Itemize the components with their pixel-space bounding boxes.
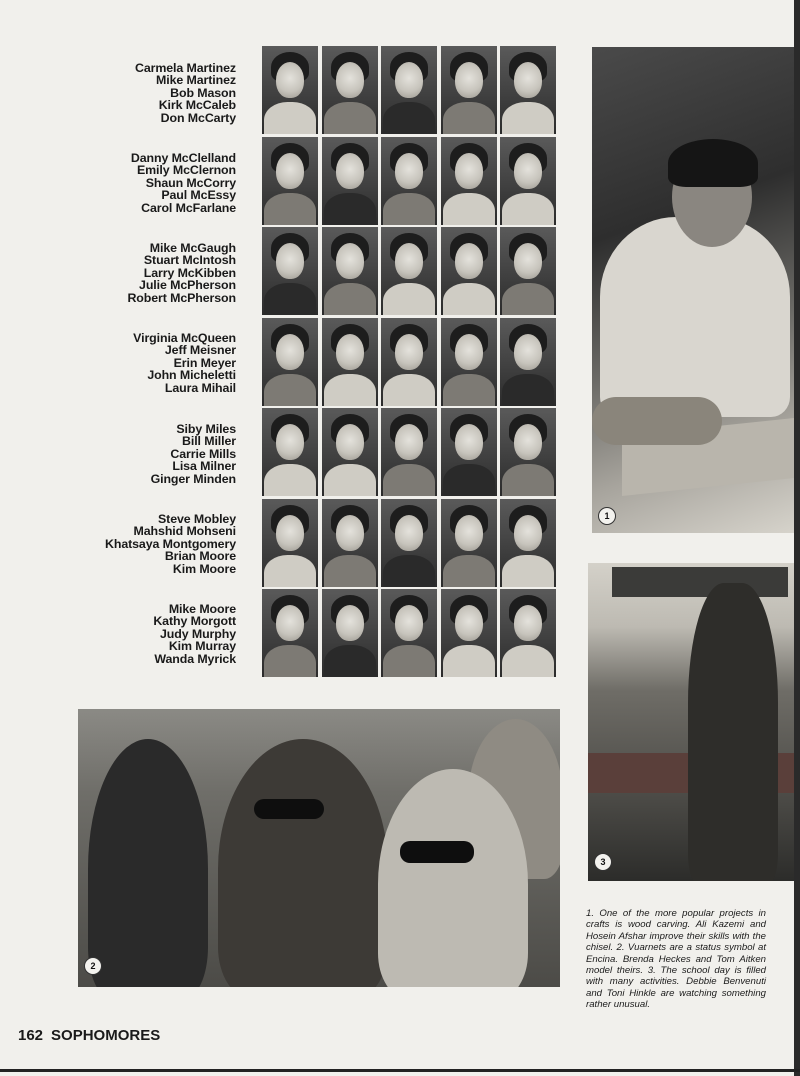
portrait-shoulders-shape — [383, 283, 435, 315]
student-portrait — [322, 589, 378, 677]
portrait-face-shape — [336, 243, 364, 279]
name-group-row-2 — [131, 152, 236, 214]
student-name: Mike Martinez — [156, 73, 236, 88]
portrait-face-shape — [455, 605, 483, 641]
student-portrait — [441, 318, 497, 406]
portrait-face-shape — [276, 243, 304, 279]
name-group-row-7 — [153, 603, 236, 665]
sunglasses-shape — [254, 799, 324, 819]
portrait-face-shape — [276, 515, 304, 551]
student-name: John Micheletti — [147, 368, 236, 383]
name-group-row-5 — [151, 423, 236, 485]
portrait-shoulders-shape — [502, 464, 554, 496]
student-name: Kathy Morgott — [153, 614, 236, 629]
student-portrait — [322, 408, 378, 496]
student-portrait — [262, 499, 318, 587]
vuarnets-group-photo — [78, 709, 560, 987]
portrait-row — [262, 408, 564, 496]
portrait-face-shape — [514, 243, 542, 279]
photo-2-figure-shape — [88, 739, 208, 987]
portrait-shoulders-shape — [443, 374, 495, 406]
portrait-shoulders-shape — [264, 555, 316, 587]
photo-number-badge: 2 — [84, 957, 102, 975]
student-name: Shaun McCorry — [145, 175, 236, 190]
portrait-face-shape — [395, 62, 423, 98]
portrait-shoulders-shape — [443, 464, 495, 496]
student-name: Virginia McQueen — [133, 331, 236, 345]
student-portrait — [262, 408, 318, 496]
student-name: Wanda Myrick — [154, 651, 236, 666]
student-portrait — [381, 408, 437, 496]
student-name: Don McCarty — [160, 110, 236, 125]
student-portrait — [262, 137, 318, 225]
photo-caption: 1. One of the more popular projects in crafts is wood carving. Ali Kazemi and Hosein Afshar improve their skills with the chisel. 2. Vuarnets are a status symbol at Encina. Brenda Heckes and Tom Aitken model theirs. 3. The school day is filled with many activities. Debbie Benvenuti and Toni Hinkle are watching something rather unusual. — [586, 908, 766, 1011]
portrait-face-shape — [455, 334, 483, 370]
student-name: Bill Miller — [182, 434, 236, 449]
page-binding-edge — [794, 0, 800, 1076]
portrait-shoulders-shape — [383, 555, 435, 587]
portrait-face-shape — [514, 424, 542, 460]
student-name: Paul McEssy — [161, 188, 236, 203]
portrait-shoulders-shape — [383, 645, 435, 677]
student-portrait — [322, 499, 378, 587]
student-portrait — [500, 589, 556, 677]
portrait-shoulders-shape — [502, 193, 554, 225]
portrait-face-shape — [276, 153, 304, 189]
student-portrait — [500, 499, 556, 587]
student-portrait — [381, 318, 437, 406]
portrait-row — [262, 227, 564, 315]
portrait-face-shape — [455, 62, 483, 98]
student-portrait — [381, 137, 437, 225]
portrait-shoulders-shape — [502, 374, 554, 406]
name-group-row-4 — [133, 332, 236, 394]
portrait-face-shape — [276, 334, 304, 370]
student-name: Ginger Minden — [150, 471, 236, 486]
student-name: Mike McGaugh — [149, 241, 236, 255]
portrait-face-shape — [455, 243, 483, 279]
student-portrait — [322, 137, 378, 225]
portrait-row — [262, 318, 564, 406]
sunglasses-shape — [400, 841, 474, 863]
student-portrait — [381, 46, 437, 134]
student-portrait — [500, 318, 556, 406]
photo-3-figure-shape — [688, 583, 778, 881]
portrait-shoulders-shape — [264, 464, 316, 496]
portrait-shoulders-shape — [264, 645, 316, 677]
portrait-shoulders-shape — [264, 374, 316, 406]
student-portrait — [441, 46, 497, 134]
student-name: Laura Mihail — [164, 380, 236, 395]
portrait-face-shape — [336, 605, 364, 641]
student-name: Carmela Martinez — [134, 61, 236, 75]
student-portrait — [381, 499, 437, 587]
portrait-face-shape — [395, 243, 423, 279]
student-portrait — [441, 499, 497, 587]
page-number: 162 — [18, 1027, 44, 1044]
photo-1-figure-shape — [600, 217, 790, 417]
student-name: Kirk McCaleb — [158, 98, 236, 113]
student-name: Khatsaya Montgomery — [105, 536, 236, 551]
portrait-shoulders-shape — [324, 102, 376, 134]
section-title: SOPHOMORES — [51, 1027, 161, 1044]
student-name: Judy Murphy — [159, 626, 236, 641]
photo-2-figure-shape — [378, 769, 528, 987]
portrait-shoulders-shape — [443, 555, 495, 587]
student-portrait — [441, 589, 497, 677]
student-name: Brian Moore — [164, 549, 236, 564]
portrait-face-shape — [514, 515, 542, 551]
name-group-row-6 — [105, 513, 236, 575]
student-name: Carol McFarlane — [141, 200, 236, 215]
portrait-face-shape — [336, 424, 364, 460]
student-name: Carrie Mills — [170, 446, 236, 461]
student-name: Bob Mason — [170, 85, 236, 100]
student-name: Lisa Milner — [172, 459, 236, 474]
portrait-face-shape — [395, 424, 423, 460]
portrait-shoulders-shape — [383, 193, 435, 225]
student-name: Mahshid Mohseni — [133, 524, 236, 539]
student-name: Julie McPherson — [139, 278, 236, 293]
portrait-face-shape — [336, 334, 364, 370]
student-name: Steve Mobley — [158, 512, 236, 526]
portrait-shoulders-shape — [264, 283, 316, 315]
portrait-row — [262, 137, 564, 225]
photo-1-hair-shape — [668, 139, 758, 187]
portrait-shoulders-shape — [502, 645, 554, 677]
student-portrait — [381, 227, 437, 315]
portrait-shoulders-shape — [264, 193, 316, 225]
student-portrait — [500, 46, 556, 134]
student-portrait — [441, 227, 497, 315]
portrait-row — [262, 499, 564, 587]
portrait-face-shape — [455, 515, 483, 551]
student-name: Stuart McIntosh — [143, 253, 236, 268]
student-name: Jeff Meisner — [164, 343, 236, 358]
portrait-face-shape — [514, 153, 542, 189]
student-name: Robert McPherson — [127, 290, 236, 305]
portrait-face-shape — [514, 62, 542, 98]
name-group-row-1 — [135, 62, 236, 124]
portrait-shoulders-shape — [443, 645, 495, 677]
photo-number-badge: 1 — [598, 507, 616, 525]
portrait-shoulders-shape — [324, 193, 376, 225]
name-group-row-3 — [127, 242, 236, 304]
student-name: Larry McKibben — [143, 265, 236, 280]
student-name: Erin Meyer — [173, 355, 236, 370]
student-portrait — [441, 137, 497, 225]
student-portrait — [500, 137, 556, 225]
portrait-shoulders-shape — [383, 102, 435, 134]
portrait-face-shape — [336, 153, 364, 189]
portrait-shoulders-shape — [443, 193, 495, 225]
portrait-shoulders-shape — [443, 283, 495, 315]
portrait-shoulders-shape — [324, 464, 376, 496]
photo-3-windows-shape — [612, 567, 788, 597]
wood-carving-photo — [592, 47, 794, 533]
student-portrait — [262, 46, 318, 134]
portrait-shoulders-shape — [502, 102, 554, 134]
photo-2-figure-shape — [218, 739, 388, 987]
portrait-face-shape — [336, 62, 364, 98]
portrait-shoulders-shape — [383, 464, 435, 496]
portrait-face-shape — [276, 605, 304, 641]
portrait-shoulders-shape — [443, 102, 495, 134]
portrait-shoulders-shape — [264, 102, 316, 134]
student-portrait — [322, 46, 378, 134]
portrait-shoulders-shape — [324, 283, 376, 315]
portrait-face-shape — [514, 605, 542, 641]
student-name: Siby Miles — [176, 422, 236, 436]
portrait-shoulders-shape — [324, 374, 376, 406]
student-portrait — [500, 408, 556, 496]
student-portrait — [322, 227, 378, 315]
portrait-shoulders-shape — [324, 555, 376, 587]
student-name: Kim Moore — [172, 561, 236, 576]
portrait-row — [262, 589, 564, 677]
portrait-face-shape — [276, 424, 304, 460]
page-folio — [18, 1027, 160, 1044]
bottom-rule — [0, 1069, 800, 1072]
student-portrait — [441, 408, 497, 496]
portrait-shoulders-shape — [502, 283, 554, 315]
student-name: Mike Moore — [168, 602, 236, 616]
student-name: Emily McClernon — [136, 163, 236, 178]
student-name: Danny McClelland — [130, 151, 236, 165]
portrait-face-shape — [455, 424, 483, 460]
portrait-face-shape — [514, 334, 542, 370]
portrait-shoulders-shape — [324, 645, 376, 677]
student-portrait — [381, 589, 437, 677]
portrait-face-shape — [336, 515, 364, 551]
student-portrait — [262, 318, 318, 406]
portrait-face-shape — [395, 605, 423, 641]
student-name: Kim Murray — [168, 639, 236, 654]
photo-number-badge: 3 — [594, 853, 612, 871]
portrait-face-shape — [455, 153, 483, 189]
student-portrait — [322, 318, 378, 406]
student-portrait — [262, 227, 318, 315]
portrait-face-shape — [276, 62, 304, 98]
photo-1-log-shape — [592, 397, 722, 445]
student-portrait — [500, 227, 556, 315]
portrait-face-shape — [395, 153, 423, 189]
portrait-row — [262, 46, 564, 134]
portrait-shoulders-shape — [502, 555, 554, 587]
portrait-face-shape — [395, 334, 423, 370]
student-portrait — [262, 589, 318, 677]
portrait-face-shape — [395, 515, 423, 551]
students-outside-photo — [588, 563, 794, 881]
portrait-shoulders-shape — [383, 374, 435, 406]
